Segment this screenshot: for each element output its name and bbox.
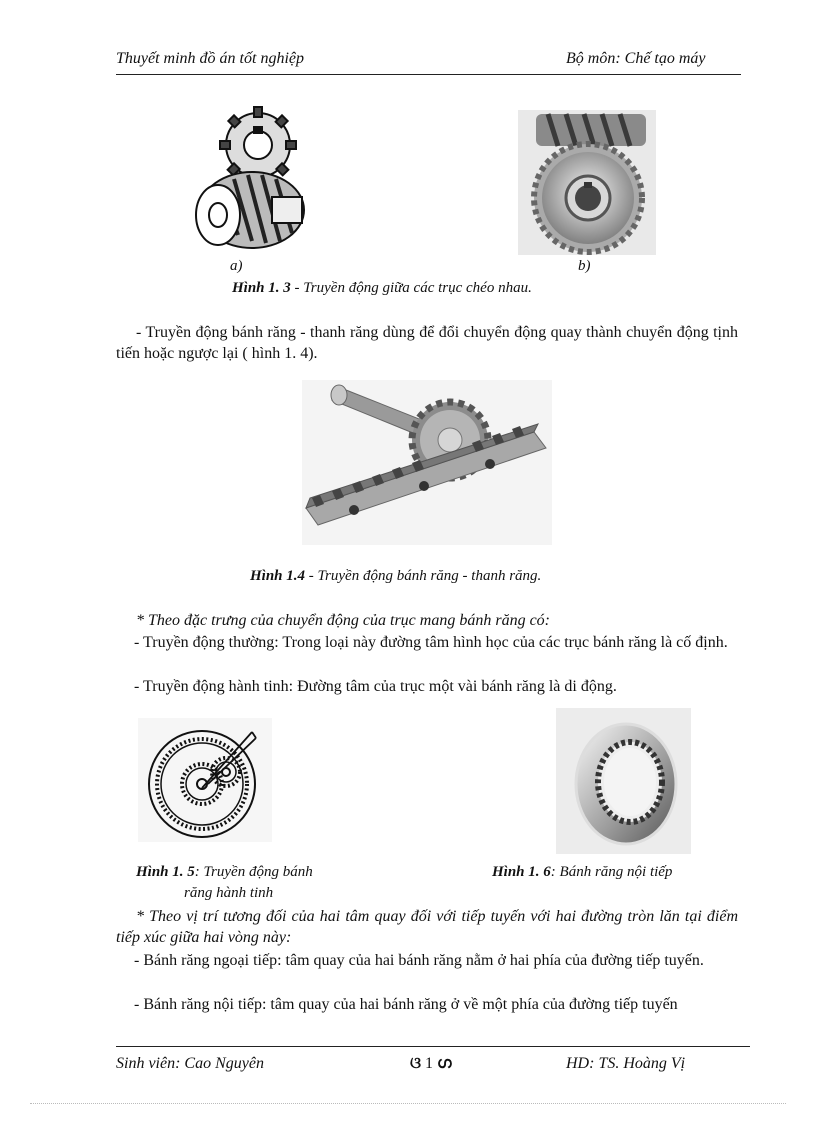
- section2-heading: * Theo vị trí tương đối của hai tâm quay đối với tiếp tuyến với hai đường tròn lăn tại điểm tiếp xúc giữa hai vòng này:: [116, 908, 738, 946]
- footer-left: Sinh viên: Cao Nguyên: [116, 1055, 264, 1072]
- page-ornament-right-icon: ഗ: [437, 1055, 452, 1072]
- fig13-caption-text: - Truyền động giữa các trục chéo nhau.: [290, 280, 532, 296]
- internal-gear-image: [556, 708, 691, 854]
- fig15-caption-line2: răng hành tinh: [184, 885, 274, 901]
- fig13-label-b: b): [578, 258, 591, 274]
- rack-and-pinion-image: [302, 380, 552, 545]
- section1-item1: - Truyền động thường: Trong loại này đường tâm hình học của các trục bánh răng là cố định.: [134, 634, 728, 651]
- header-left: Thuyết minh đồ án tốt nghiệp: [116, 50, 304, 67]
- page-number: 1: [425, 1055, 434, 1072]
- rack-pinion-paragraph: - Truyền động bánh răng - thanh răng dùng để đổi chuyển động quay thành chuyển động tịnh tiến hoặc ngược lại ( hình 1. 4).: [116, 324, 738, 362]
- fig14-caption-number: Hình 1.4: [250, 568, 306, 584]
- fig16-caption-text: : Bánh răng nội tiếp: [550, 864, 673, 880]
- fig14-caption-text: - Truyền động bánh răng - thanh răng.: [305, 568, 542, 584]
- page-number-block: [410, 1055, 452, 1073]
- worm-gear-image: [518, 110, 656, 255]
- footer-right: HD: TS. Hoàng Vị: [566, 1055, 686, 1072]
- fig13-caption: [232, 280, 532, 297]
- header-rule: [116, 74, 741, 75]
- fig15-caption-text: : Truyền động bánh: [194, 864, 313, 880]
- fig13-caption-number: Hình 1. 3: [232, 280, 291, 296]
- section2-item1: - Bánh răng ngoại tiếp: tâm quay của hai bánh răng nằm ở hai phía của đường tiếp tuyến.: [134, 952, 704, 969]
- fig13-label-a: a): [230, 258, 243, 274]
- section1-item2: - Truyền động hành tinh: Đường tâm của trục một vài bánh răng là di động.: [134, 678, 617, 695]
- page-ornament-left-icon: ଓ: [410, 1055, 422, 1072]
- fig16-caption-number: Hình 1. 6: [492, 864, 551, 880]
- header-right: Bộ môn: Chế tạo máy: [566, 50, 706, 67]
- footer-rule: [116, 1046, 750, 1047]
- crossed-helical-gears-image: [190, 105, 310, 255]
- fig14-caption: [250, 568, 541, 585]
- fig16-caption: [492, 864, 672, 881]
- fig15-caption: [136, 864, 313, 881]
- planetary-gear-diagram: [138, 718, 272, 842]
- fig15-caption-number: Hình 1. 5: [136, 864, 195, 880]
- section1-heading: * Theo đặc trưng của chuyển động của trục mang bánh răng có:: [136, 612, 550, 629]
- page-bottom-edge: [30, 1103, 786, 1104]
- section2-item2: - Bánh răng nội tiếp: tâm quay của hai bánh răng ở về một phía của đường tiếp tuyến: [134, 996, 678, 1013]
